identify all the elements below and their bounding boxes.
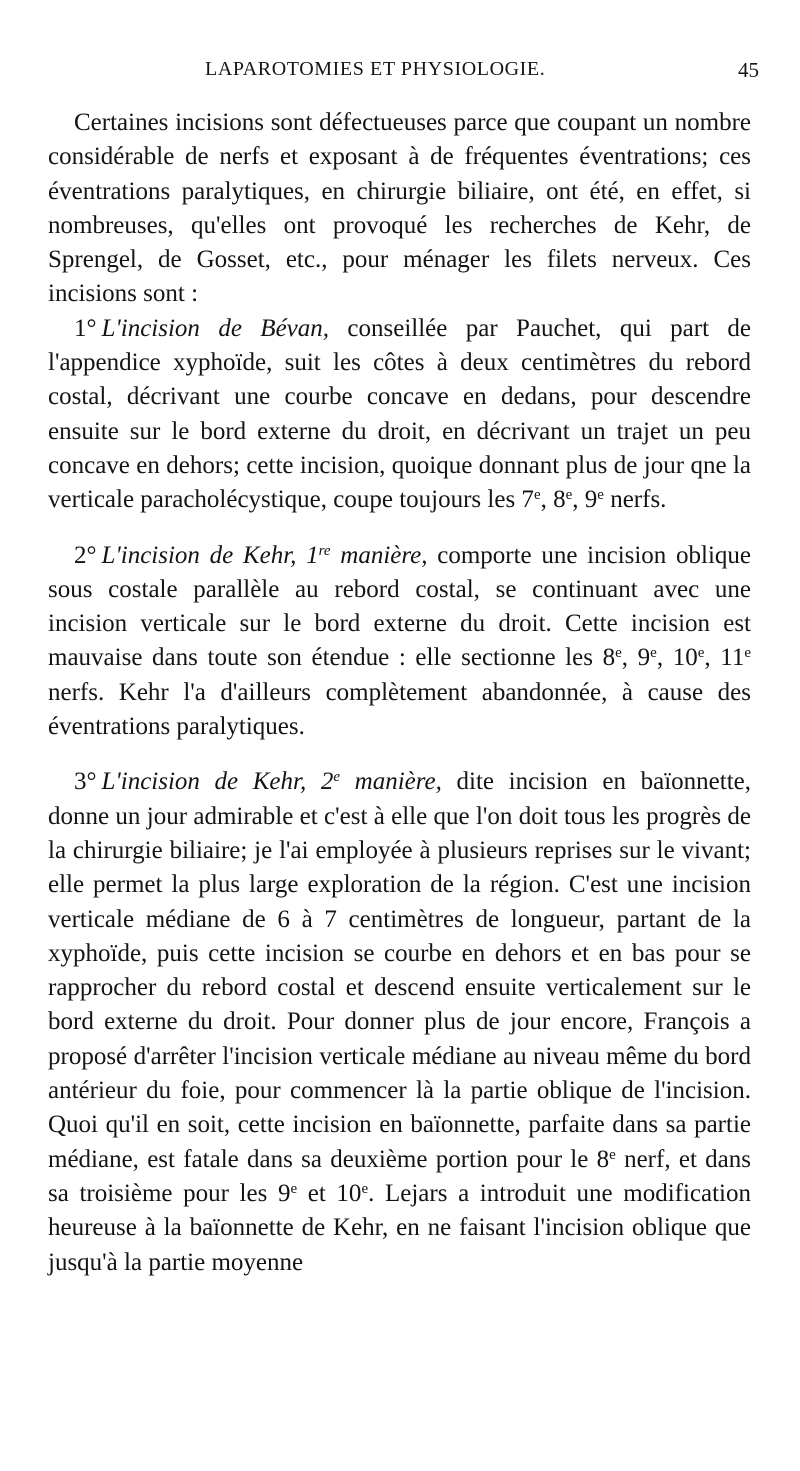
paragraph-item-2 [48,539,751,745]
item-1-sup-3: e [597,487,604,504]
item-1-text-b: nerfs. [603,486,667,514]
item-3-text-b: . Lejars a introduit une modification heureuse à la baïonnette de Kehr, en ne faisant l'incision oblique que jusqu'à la partie moyenne [48,1179,752,1276]
item-2-title-a: L'incision de Kehr, 1 [101,541,319,569]
item-3-sep-1: nerf, et dans sa troisième pour les 9 [48,1145,751,1207]
item-2-sup-3: e [697,645,705,662]
item-2-sep-2: , 10 [656,644,698,672]
item-1-number: 1° [74,314,97,342]
item-2-text-a: comporte une incision oblique sous costale parallèle au rebord costal, se continuant avec une incision verticale sur le bord externe du droit. Cette incision est mauvaise dans toute son étendue : elle sectionne les 8 [48,541,751,672]
item-1-sup-1: e [533,487,541,504]
paragraph-intro [48,106,751,312]
item-3-sup-3: e [361,1180,369,1197]
page-number: 45 [738,58,759,82]
paragraph-intro-text: Certaines incisions sont défectueuses parce que coupant un nombre considérable de nerfs et exposant à de fréquentes éventrations; ces éventrations paralytiques, en chirurgie biliaire, ont été, en effet, si nombreuses, qu'elles ont provoqué les recherches de Kehr, de Sprengel, de Gosset, etc., pour ménager les filets nerveux. Ces incisions sont : [48,109,751,308]
item-2-sep-3: , 11 [704,644,745,672]
item-2-sep-1: , 9 [621,644,651,672]
item-2-title-sup: re [318,542,331,559]
item-1-sep-2: , 9 [572,486,598,514]
item-2-text-b: nerfs. Kehr l'a d'ailleurs complètement abandonnée, à cause des éventrations paralytiques. [48,678,751,741]
item-3-number: 3° [74,768,97,796]
item-2-sup-4: e [744,645,752,662]
item-3-sup-1: e [609,1146,616,1163]
item-3-sep-2: et 10 [297,1179,362,1207]
item-3-title-sup: e [333,769,341,786]
item-1-title: L'incision de Bévan, [101,314,330,342]
item-3-title [102,768,442,795]
item-2-sup-2: e [650,645,657,662]
item-1-text-a: conseillée par Pauchet, qui part de l'appendice xyphoïde, suit les côtes à deux centimètres du rebord costal, décrivant une courbe concave en dedans, pour descendre ensuite sur le bord externe du droit, en décrivant un trajet un peu concave en dehors; cette incision, quoique donnant plus de jour qne la verticale paracholécystique, coupe toujours les 7 [48,314,751,514]
item-2-sup-1: e [615,645,622,662]
item-3-sup-2: e [290,1180,298,1197]
item-3-title-a: L'incision de Kehr, 2 [101,768,334,796]
item-2-title-b: manière, [330,541,428,569]
item-1-sup-2: e [565,487,573,504]
paragraph-item-3 [48,765,751,1279]
item-3-title-b: manière, [340,768,442,796]
item-2-number: 2° [74,541,97,569]
paragraph-item-1 [48,312,751,518]
page-header [0,58,800,92]
item-1-sep-1: , 8 [540,486,566,514]
item-2-title [102,542,428,569]
running-title: LAPAROTOMIES ET PHYSIOLOGIE. [205,58,546,80]
body-text [48,106,751,1280]
item-3-text-a: dite incision en baïonnette, donne un jour admirable et c'est à elle que l'on doit tous les progrès de la chirurgie biliaire; je l'ai employée à plusieurs reprises sur le vivant; elle permet la plus large exploration de la région. C'est une incision verticale médiane de 6 à 7 centimètres de longueur, partant de la xyphoïde, puis cette incision se courbe en dehors et en bas pour se rapprocher du rebord costal et descend ensuite verticalement sur le bord externe du droit. Pour donner plus de jour encore, François a proposé d'arrêter l'incision verticale médiane au niveau même du bord antérieur du foie, pour commencer là la partie oblique de l'incision. Quoi qu'il en soit, cette incision en baïonnette, parfaite dans sa partie médiane, est fatale dans sa deuxième portion pour le 8 [48,768,752,1173]
